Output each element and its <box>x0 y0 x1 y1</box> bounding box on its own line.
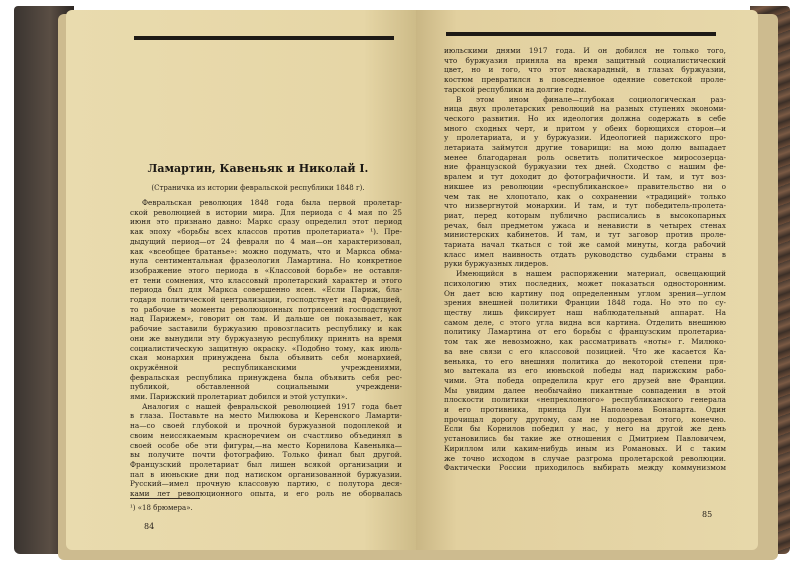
article-title: Ламартин, Кавеньяк и Николай I. <box>147 162 369 175</box>
text-line: ями. Парижский пролетариат добился и этой уступки». <box>130 392 348 402</box>
text-line: Французский пролетариат был лишен всякой организации и <box>130 459 402 469</box>
text-line: чими. Эта победа определила круг его друзей вне Франции. <box>444 375 726 385</box>
text-line: и его противника, принца Луи Наполеона Бонапарта. Один <box>444 405 726 415</box>
text-line: Фактически России приходилось выбирать между коммунизмом <box>444 463 726 473</box>
text-line: речах, был предметом ужаса и ненависти в четырех стенах <box>444 220 726 230</box>
page-number-right: 85 <box>702 510 713 519</box>
footnote-rule <box>130 498 200 499</box>
text-line: ние французской буржуазии тех дней. Сходство с нашим фе- <box>444 162 726 172</box>
text-line: над Парижем», говорит он там. И дальше он показывает, как <box>130 314 402 324</box>
text-line: ками лет революционного опыта, и его роль не оборвалась <box>130 489 402 499</box>
right-page <box>416 10 758 550</box>
text-line: прочищал дорогу другому, сам не подозревая этого, конечно. <box>444 414 726 424</box>
header-rule <box>446 32 716 36</box>
right-page-body <box>444 46 726 473</box>
text-line: самом деле, с этого угла видна вся картина. Отделить внешнюю <box>444 317 726 327</box>
text-line: ница двух пролетарских революций на разных ступенях экономи- <box>444 104 726 114</box>
text-line: вы получите почти фотографию. Только финал был другой. <box>130 450 402 460</box>
text-line: своей особе обе эти фигуры,—на место Корнилова Кавеньяка— <box>130 440 402 450</box>
text-line: Имеющийся в нашем распоряжении материал, освещающий <box>456 269 726 279</box>
text-line: Кириллом или каким-нибудь иным из Романовых. И с таким <box>444 443 726 453</box>
text-line: Мы увидим далее необычайно пикантные совпадения в этой <box>444 385 726 395</box>
text-line: тариата начал ткаться с той же самой минуты, когда рабочий <box>444 240 726 250</box>
footnote: ¹) «18 брюмера». <box>130 504 193 512</box>
text-line: то рабочие в моменты революционных потрясений господствуют <box>130 304 402 314</box>
text-line: у пролетариата, и у буржуазии. Идеологией парижского про- <box>444 133 726 143</box>
text-line: на—со своей глубокой и прочной буржуазной подоплекой и <box>130 421 402 431</box>
text-line: ва вне связи с его классовой позицией. Что же касается Ка- <box>444 346 726 356</box>
text-line: публикой, обставленной социальными учреждени- <box>130 382 402 392</box>
text-line: ской революцией в истории мира. Для периода с 4 мая по 25 <box>130 207 402 217</box>
open-book <box>14 6 790 560</box>
text-line: ская монархия принуждена была объявить себя монархией, <box>130 353 402 363</box>
text-line: рабочие заставили буржуазию провозгласить республику и как <box>130 324 402 334</box>
text-line: никшее из революции «республиканское» правительство ни о <box>444 181 726 191</box>
header-rule <box>134 36 394 40</box>
page-number-left: 84 <box>144 522 155 531</box>
text-line: министерских кабинетов. И там, и тут заговор против проле- <box>444 230 726 240</box>
text-line: мо вытекала из его июньской победы над парижским рабо- <box>444 366 726 376</box>
text-line: изображение этого периода в «Классовой борьбе» не оставля- <box>130 265 402 275</box>
text-line: много сходных черт, и притом у обеих борющихся сторон—и <box>444 123 726 133</box>
text-line: как «всеобщее братанье»: можно подумать, что и Маркса обма- <box>130 246 402 256</box>
text-line: Если бы Корнилов победил у нас, у него на другой же день <box>444 424 726 434</box>
text-line: менее благодарная роль осветить политическое миросозерца- <box>444 152 726 162</box>
text-line: июльскими днями 1917 года. И он добился не только того, <box>444 46 726 55</box>
text-line: февральская республика принуждена была объявить себя рес- <box>130 372 402 382</box>
text-line: социалистическую защитную окраску. «Подобно тому, как июль- <box>130 343 402 353</box>
left-page <box>66 10 416 550</box>
text-line: риат, перед которым публично расписались в высокопарных <box>444 210 726 220</box>
text-line: Он дает всю картину под определенным углом зрения—углом <box>444 288 726 298</box>
text-line: плоскости политики «непреклонного» республиканского генерала <box>444 395 726 405</box>
left-page-body <box>130 198 402 499</box>
text-line: установились бы такие же отношения с Дмитрием Павловичем, <box>444 434 726 444</box>
text-line: том так же невозможно, как рассматривать «ноты» г. Милюко- <box>444 337 726 347</box>
text-line: Февральская революция 1848 года была первой пролетар- <box>142 198 402 207</box>
text-line: Русский—имел прочную классовую партию, с полутора деся- <box>130 479 402 489</box>
text-line: ет тени сомнения, что классовый пролетарский характер и этого <box>130 275 402 285</box>
text-line: класс имел наивность отдать руководство судьбами страны в <box>444 249 726 259</box>
text-line: веньяка, то его внешняя политика до некоторой степени пря- <box>444 356 726 366</box>
text-line: периода был для Маркса совершенно ясен. «Если Париж, бла- <box>130 285 402 295</box>
text-line: пал в июньские дни под натиском организованной буржуазии. <box>130 469 402 479</box>
text-line: вралем и тут доходит до фотографичности. И там, и тут воз- <box>444 172 726 182</box>
text-line: В этом ином финале—глубокая социологическая раз- <box>456 94 726 104</box>
text-line: же точно исходом в случае разгрома пролетарской революции. <box>444 453 726 463</box>
text-line: политику Ламартина от его борьбы с французским пролетариа- <box>444 327 726 337</box>
text-line: костюм превратился в повседневное одеяние советской проле- <box>444 75 726 85</box>
text-line: окружённой республиканскими учреждениями, <box>130 362 402 372</box>
article-subtitle: (Страничка из истории февральской республики 1848 г). <box>151 184 365 192</box>
text-line: как эпоху «борьбы всех классов против пролетариата» ¹). Пре- <box>130 227 402 237</box>
text-line: психологию этих последних, может показаться односторонним. <box>444 278 726 288</box>
text-line: дыдущий период—от 24 февраля по 4 мая—он характеризовал, <box>130 236 402 246</box>
text-line: ческого развития. Но их идеология должна содержать в себе <box>444 113 726 123</box>
text-line: цвет, но и того, что этот маскарадный, в глазах буржуазии, <box>444 65 726 75</box>
text-line: летариата займутся другие товарищи: на мою долю выпадает <box>444 143 726 153</box>
text-line: тарской республики на долгие годы. <box>444 84 587 94</box>
text-line: чем так не хлопотало, как о сохранении «традиций» только <box>444 191 726 201</box>
text-line: зрения внешней политики Франции 1848 года. Но это по су- <box>444 298 726 308</box>
text-line: в глаза. Поставьте на место Милюкова и Керенского Ламарти- <box>130 411 402 421</box>
text-line: ществу лишь фиксирует наш наблюдательный аппарат. На <box>444 307 726 317</box>
text-line: что низвергнутой монархии. И там, и тут победитель-пролета- <box>444 201 726 211</box>
text-line: Аналогия с нашей февральской революцией 1917 года бьет <box>142 401 402 411</box>
text-line: июня это признано давно: Маркс сразу определил этот период <box>130 217 402 227</box>
text-line: они же вынудили эту буржуазную республику принять на время <box>130 333 402 343</box>
text-line: руки буржуазных лидеров. <box>444 259 549 269</box>
text-line: нула сентиментальная фразеология Ламартина. Но конкретное <box>130 256 402 266</box>
text-line: что буржуазия приняла на время защитный социалистический <box>444 55 726 65</box>
text-line: годаря политической централизации, господствует над Францией, <box>130 295 402 305</box>
text-line: своим неиссякаемым красноречием он счастливо объединял в <box>130 430 402 440</box>
